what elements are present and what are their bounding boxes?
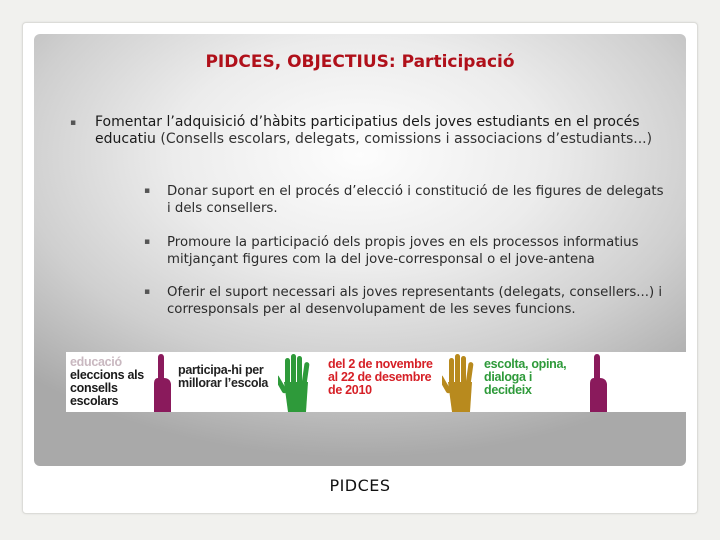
- banner-block-escolta: escolta, opina, dialoga i decideix: [484, 357, 567, 397]
- sub-bullet-item: Oferir el suport necessari als joves representants (delegats, consellers...) i corresponsals per al desenvolupament de les seves funcions.: [167, 285, 663, 317]
- banner-eleccions-label: eleccions als consells escolars: [70, 368, 144, 408]
- banner-block-eleccions: [70, 356, 146, 408]
- sub-bullet-item: Donar suport en el procés d’elecció i constitució de les figures de delegats i dels consellers.: [167, 184, 664, 216]
- main-bullet: [95, 114, 655, 148]
- sub-bullet-item: Promoure la participació dels propis joves en els processos informatius mitjançant figures com la del jove-corresponsal o el jove-antena: [167, 235, 639, 267]
- main-bullet-lead: Fomentar l’adquisició d’hàbits participatius dels joves estudiants en el procés educatiu: [95, 114, 640, 147]
- bullet-marker: ▪: [70, 118, 77, 128]
- one-finger-hand-icon: [582, 354, 610, 412]
- sub-bullet-marker: ▪: [144, 287, 151, 297]
- open-hand-icon: [442, 354, 478, 412]
- banner-educacio-label: educació: [70, 355, 122, 369]
- campaign-banner: [66, 352, 686, 412]
- sub-bullet-marker: ▪: [144, 237, 151, 247]
- slide-title: PIDCES, OBJECTIUS: Participació: [205, 52, 515, 72]
- open-hand-icon: [278, 354, 314, 412]
- main-bullet-detail: (Consells escolars, delegats, comissions i associacions d’estudiants...): [155, 131, 653, 147]
- banner-block-dates: del 2 de novembre al 22 de desembre de 2010: [328, 357, 433, 397]
- sub-bullet-marker: ▪: [144, 186, 151, 196]
- banner-block-participa: participa-hi per millorar l’escola: [178, 363, 269, 390]
- slide-footer: PIDCES: [329, 476, 391, 495]
- one-finger-hand-icon: [146, 354, 174, 412]
